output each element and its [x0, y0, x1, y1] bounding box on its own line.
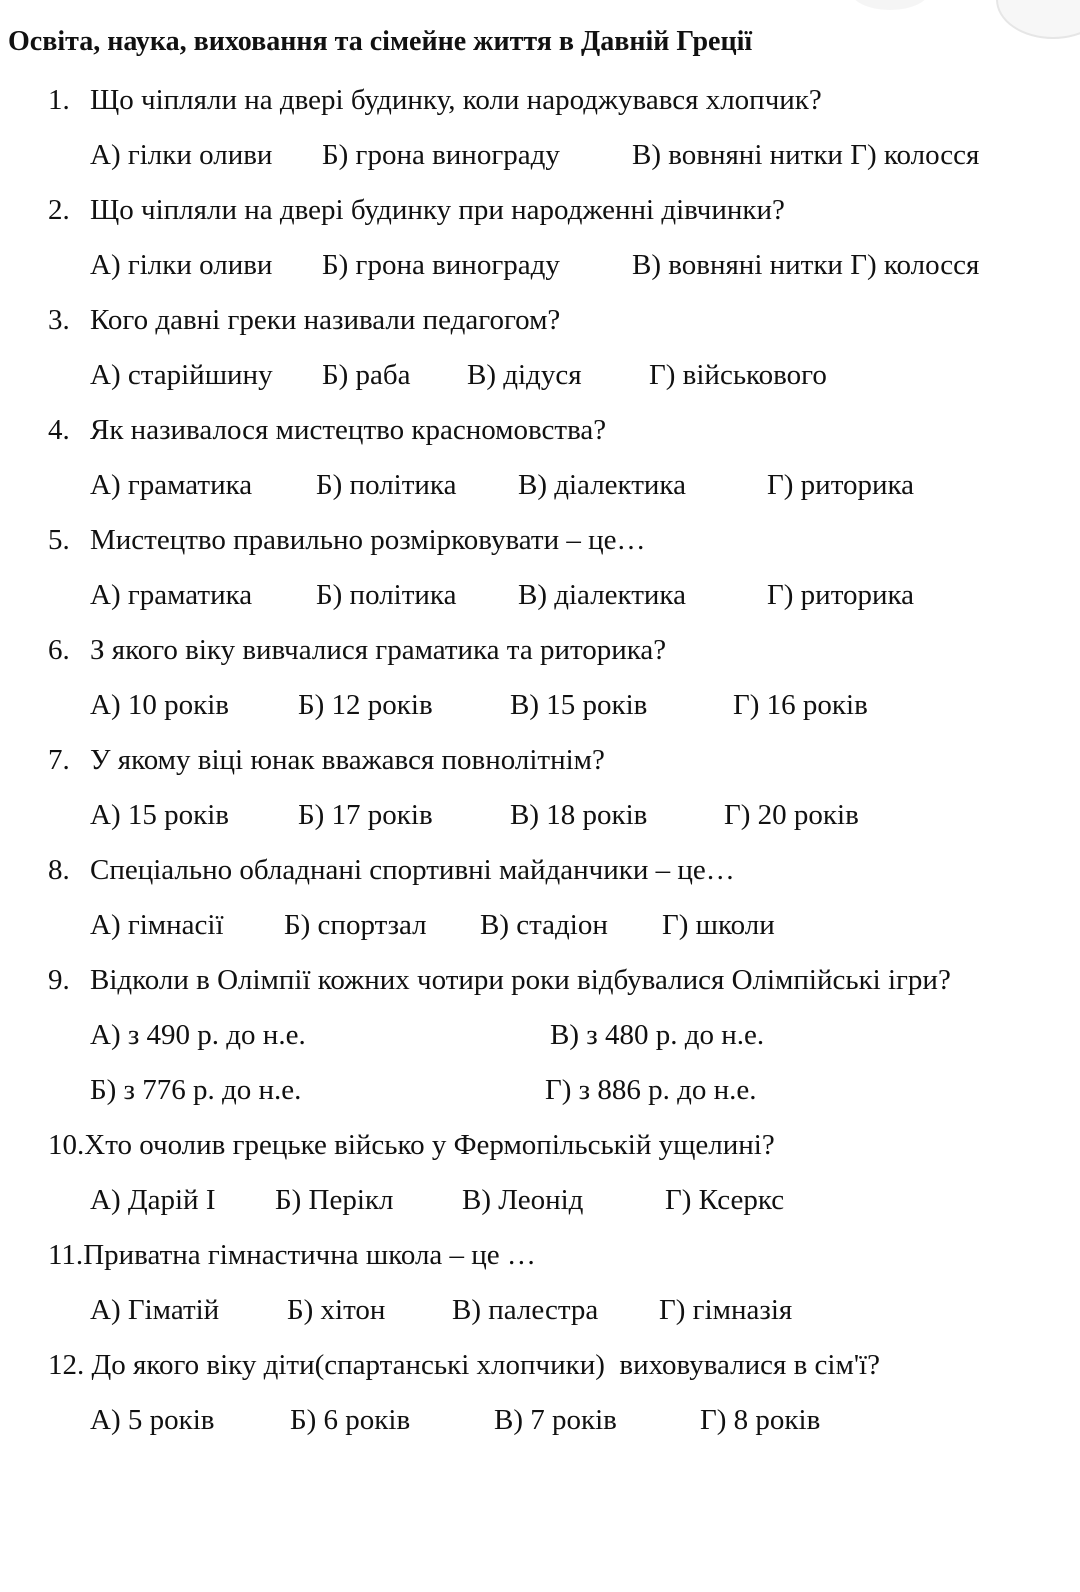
question-2	[48, 194, 785, 227]
question-text: Мистецтво правильно розмірковувати – це…	[90, 524, 646, 556]
option-a: А) Гіматій	[90, 1294, 220, 1326]
option-c: В) стадіон	[480, 909, 608, 941]
option-d: Г) гімназія	[659, 1294, 793, 1326]
option-d: Г) риторика	[767, 469, 915, 501]
option-c: В) палестра	[452, 1294, 599, 1326]
option-c: В) діалектика	[518, 469, 686, 501]
question-text: Що чіпляли на двері будинку при народженні дівчинки?	[90, 194, 785, 226]
option-b: Б) спортзал	[284, 909, 427, 941]
option-c: В) з 480 р. до н.е.	[550, 1019, 765, 1051]
question-5	[48, 524, 646, 557]
option-a: А) гілки оливи	[90, 139, 273, 171]
option-a: А) граматика	[90, 579, 253, 611]
question-4	[48, 414, 606, 447]
option-b: Б) з 776 р. до н.е.	[90, 1074, 302, 1106]
question-number: 5.	[48, 524, 70, 556]
question-9	[48, 964, 951, 997]
question-number: 10.	[48, 1129, 85, 1161]
question-number: 9.	[48, 964, 70, 996]
option-c: В) 18 років	[510, 799, 648, 831]
corner-decoration	[996, 0, 1080, 39]
question-number: 7.	[48, 744, 70, 776]
option-c: В) 7 років	[494, 1404, 617, 1436]
option-a: А) 15 років	[90, 799, 229, 831]
question-number: 12.	[48, 1349, 85, 1381]
question-1	[48, 84, 822, 117]
option-b: Б) політика	[316, 579, 457, 611]
option-a: А) з 490 р. до н.е.	[90, 1019, 306, 1051]
page-title: Освіта, наука, виховання та сімейне життя в Давній Греції	[8, 26, 753, 57]
option-b: Б) грона винограду	[322, 249, 560, 281]
corner-decoration	[850, 0, 930, 10]
option-d: Г) 20 років	[724, 799, 859, 831]
question-number: 1.	[48, 84, 70, 116]
question-number: 2.	[48, 194, 70, 226]
question-12	[48, 1349, 880, 1382]
option-b: Б) хітон	[287, 1294, 386, 1326]
option-d: Г) школи	[662, 909, 775, 941]
question-number: 4.	[48, 414, 70, 446]
option-a: А) старійшину	[90, 359, 273, 391]
option-c: В) 15 років	[510, 689, 648, 721]
question-text: Приватна гімнастична школа – це …	[83, 1239, 536, 1271]
question-3	[48, 304, 560, 337]
option-b: Б) грона винограду	[322, 139, 560, 171]
question-text: Спеціально обладнані спортивні майданчики – це…	[90, 854, 735, 886]
option-b: Б) 6 років	[290, 1404, 411, 1436]
option-d: Г) 16 років	[733, 689, 868, 721]
question-10	[48, 1129, 775, 1162]
question-11	[48, 1239, 536, 1272]
question-text: Хто очолив грецьке військо у Фермопільській ущелині?	[84, 1129, 775, 1161]
option-a: А) гімнасії	[90, 909, 224, 941]
question-7	[48, 744, 605, 777]
question-6	[48, 634, 666, 667]
option-d: Г) військового	[649, 359, 827, 391]
question-text: У якому віці юнак вважався повнолітнім?	[90, 744, 605, 776]
option-c: В) Леонід	[462, 1184, 584, 1216]
option-a: А) Дарій І	[90, 1184, 216, 1216]
option-d: Г) риторика	[767, 579, 915, 611]
option-b: Б) Перікл	[275, 1184, 394, 1216]
option-a: А) 10 років	[90, 689, 229, 721]
question-8	[48, 854, 735, 887]
question-number: 3.	[48, 304, 70, 336]
option-a: А) граматика	[90, 469, 253, 501]
option-c: В) дідуся	[467, 359, 582, 391]
question-text: Відколи в Олімпії кожних чотири роки відбувалися Олімпійські ігри?	[90, 964, 951, 996]
option-c: В) діалектика	[518, 579, 686, 611]
option-b: Б) 12 років	[298, 689, 433, 721]
question-text: З якого віку вивчалися граматика та риторика?	[90, 634, 667, 666]
option-b: Б) політика	[316, 469, 457, 501]
question-text: Кого давні греки називали педагогом?	[90, 304, 561, 336]
option-d: Г) Ксеркс	[665, 1184, 785, 1216]
question-number: 11.	[48, 1239, 84, 1271]
question-text: До якого віку діти(спартанські хлопчики) виховувалися в сім'ї?	[84, 1349, 880, 1381]
option-b: Б) раба	[322, 359, 411, 391]
question-number: 6.	[48, 634, 70, 666]
question-text: Як називалося мистецтво красномовства?	[90, 414, 607, 446]
option-d: Г) 8 років	[700, 1404, 821, 1436]
option-b: Б) 17 років	[298, 799, 433, 831]
option-c: В) вовняні нитки Г) колосся	[632, 139, 980, 171]
question-text: Що чіпляли на двері будинку, коли народжувався хлопчик?	[90, 84, 822, 116]
option-d: Г) з 886 р. до н.е.	[545, 1074, 757, 1106]
option-a: А) 5 років	[90, 1404, 215, 1436]
option-c: В) вовняні нитки Г) колосся	[632, 249, 980, 281]
question-number: 8.	[48, 854, 70, 886]
option-a: А) гілки оливи	[90, 249, 273, 281]
